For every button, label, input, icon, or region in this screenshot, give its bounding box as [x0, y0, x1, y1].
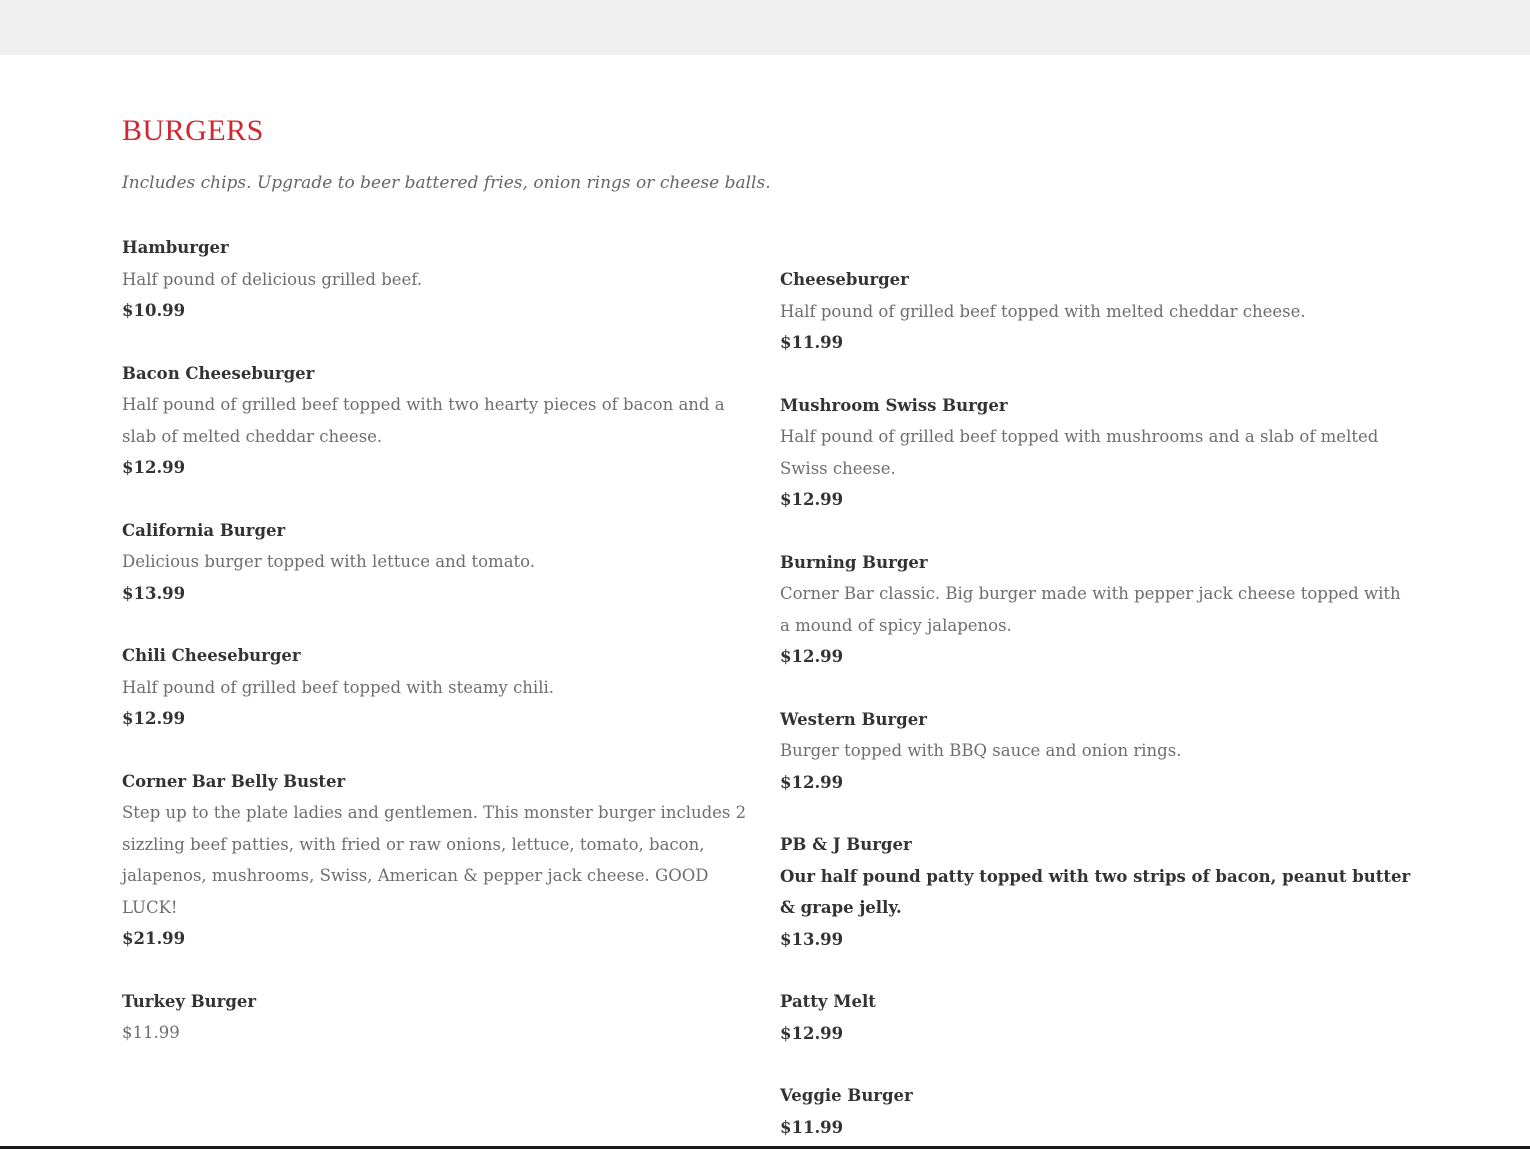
menu-item: [780, 264, 1415, 359]
menu-item-price: $11.99: [122, 1023, 180, 1042]
menu-item-price: $12.99: [780, 1023, 844, 1043]
menu-item-name: PB & J Burger: [780, 835, 912, 854]
menu-item-price: $21.99: [122, 929, 186, 948]
menu-item: [780, 986, 1415, 1049]
menu-item-price: $12.99: [780, 647, 844, 666]
menu-item: [122, 766, 752, 955]
menu-item-description: Corner Bar classic. Big burger made with pepper jack cheese topped with a mound of spicy jalapenos.: [780, 584, 1401, 635]
menu-item-name: Patty Melt: [780, 992, 876, 1011]
menu-item-description: Delicious burger topped with lettuce and tomato.: [122, 552, 536, 571]
menu-item-description: Half pound of grilled beef topped with mushrooms and a slab of melted Swiss cheese.: [780, 427, 1379, 478]
menu-item-description: Half pound of grilled beef topped with two hearty pieces of bacon and a slab of melted cheddar cheese.: [122, 395, 725, 446]
menu-item-name: Burning Burger: [780, 552, 928, 572]
menu-item-description: Half pound of grilled beef topped with steamy chili.: [122, 677, 555, 697]
menu-item-description: Our half pound patty topped with two strips of bacon, peanut butter & grape jelly.: [780, 866, 1411, 917]
menu-item-price: $12.99: [122, 709, 186, 728]
menu-item: [780, 704, 1415, 799]
section-subtitle: Includes chips. Upgrade to beer battered fries, onion rings or cheese balls.: [122, 173, 771, 193]
menu-item: [122, 232, 752, 327]
menu-item: [122, 515, 752, 610]
menu-item-price: $13.99: [780, 929, 844, 949]
menu-item: [780, 390, 1415, 516]
menu-item-price: $10.99: [122, 301, 186, 320]
menu-item-name: Bacon Cheeseburger: [122, 363, 315, 383]
menu-item-name: Corner Bar Belly Buster: [122, 771, 346, 791]
menu-item-description: Step up to the plate ladies and gentlemen. This monster burger includes 2 sizzling beef patties, with fried or raw onions, lettuce, tomato, bacon, jalapenos, mushrooms, Swiss, American & pepper jack cheese. GOOD LUCK!: [122, 803, 747, 917]
menu-item: [780, 547, 1415, 673]
menu-item-name: Turkey Burger: [122, 991, 257, 1011]
menu-item-price: $12.99: [780, 772, 844, 792]
menu-item-name: Veggie Burger: [780, 1086, 913, 1105]
menu-item-name: Cheeseburger: [780, 270, 909, 289]
menu-item: [122, 358, 752, 484]
menu-item-name: Western Burger: [780, 709, 927, 729]
section-title: BURGERS: [122, 114, 264, 147]
menu-item: [122, 640, 752, 735]
menu-item: [122, 986, 752, 1049]
menu-item-price: $13.99: [122, 583, 186, 603]
menu-column-left: [122, 232, 752, 1080]
menu-item: [780, 829, 1415, 955]
menu-item-price: $11.99: [780, 333, 844, 352]
menu-column-right: [780, 264, 1415, 1149]
menu-item-name: California Burger: [122, 520, 286, 540]
top-bar: [0, 0, 1530, 55]
menu-item-price: $11.99: [780, 1117, 844, 1137]
menu-item: [780, 1080, 1415, 1143]
menu-item-name: Chili Cheeseburger: [122, 646, 301, 665]
menu-item-description: Half pound of delicious grilled beef.: [122, 269, 423, 289]
menu-item-name: Mushroom Swiss Burger: [780, 395, 1008, 415]
menu-item-description: Burger topped with BBQ sauce and onion rings.: [780, 741, 1182, 760]
menu-item-price: $12.99: [780, 490, 844, 509]
menu-item-description: Half pound of grilled beef topped with melted cheddar cheese.: [780, 301, 1306, 321]
menu-item-name: Hamburger: [122, 238, 229, 257]
menu-item-price: $12.99: [122, 458, 186, 477]
